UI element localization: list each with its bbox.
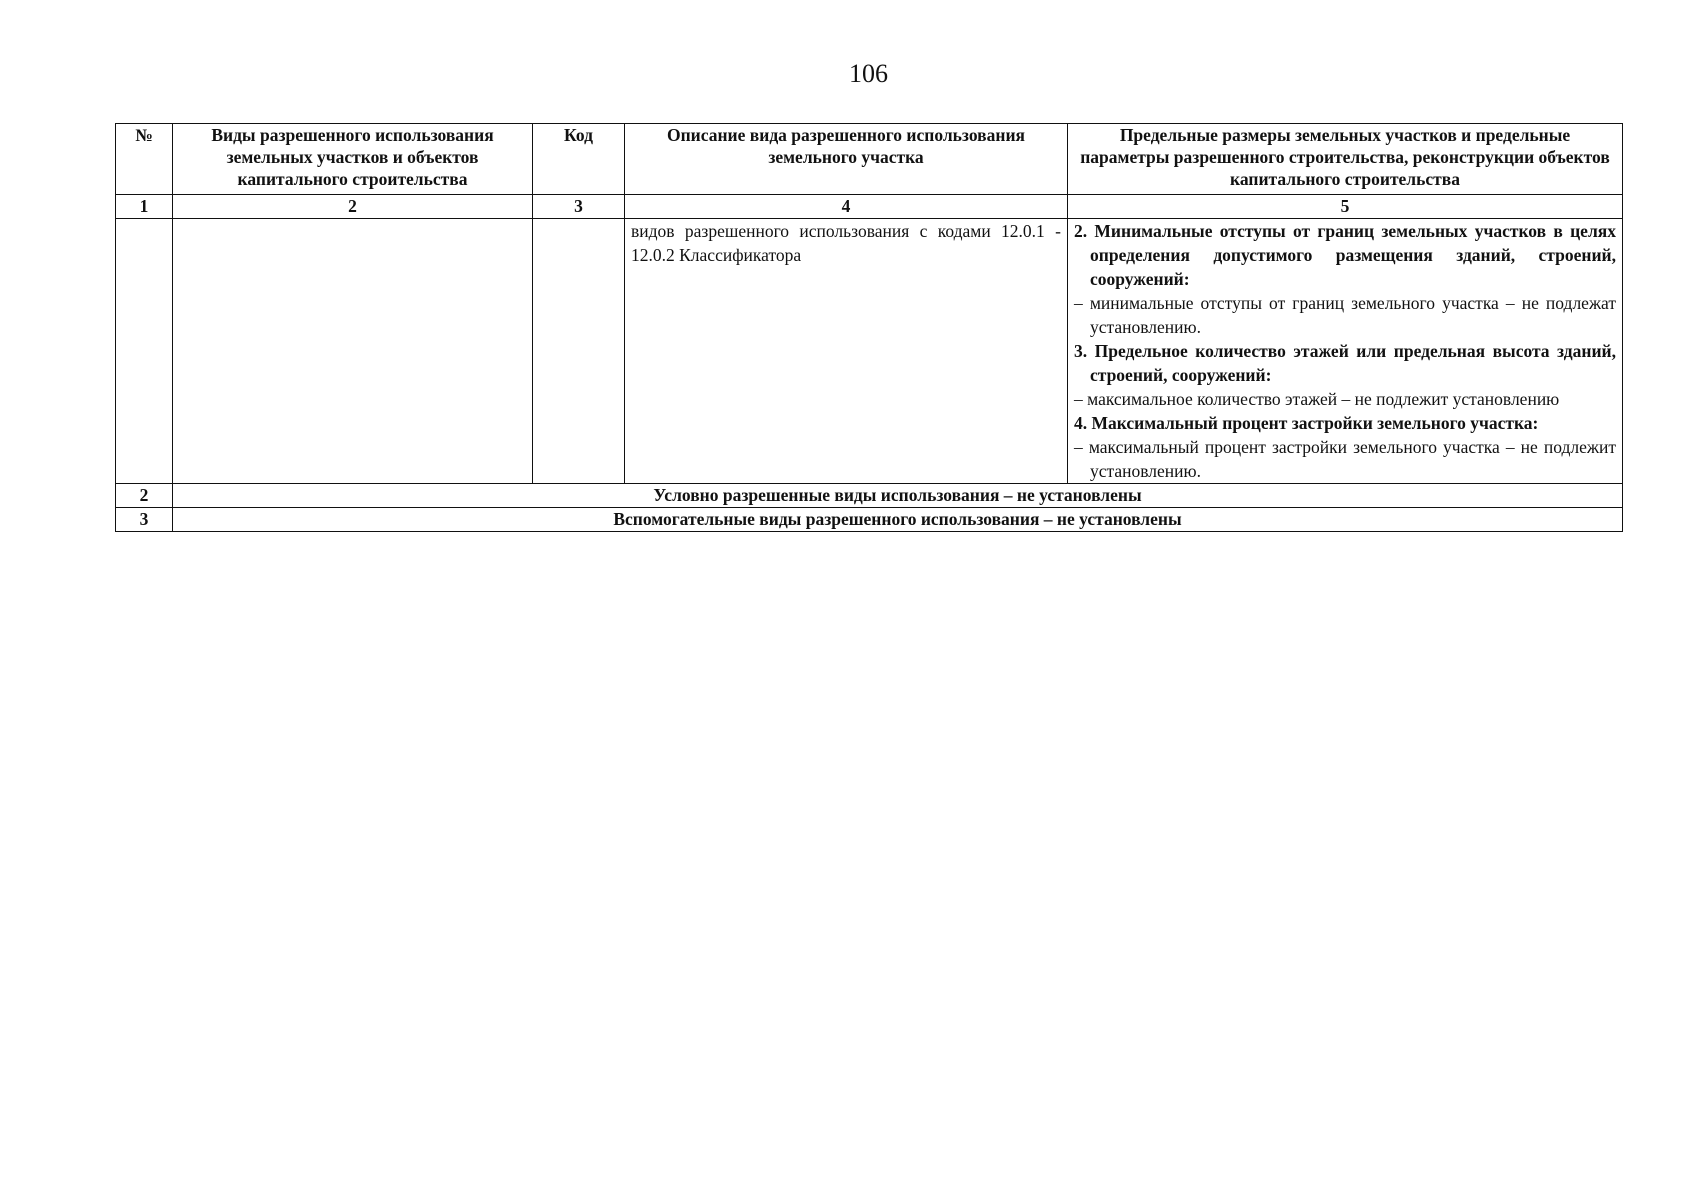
page-number: 106 [849, 59, 888, 88]
param-value: – максимальное количество этажей – не подлежит установлению [1074, 389, 1560, 409]
land-use-table [115, 123, 1623, 532]
column-number: 5 [1068, 195, 1623, 219]
header-description: Описание вида разрешенного использования земельного участка [625, 124, 1068, 195]
span-cell: Условно разрешенные виды использования – не установлены [173, 484, 1623, 508]
param-heading: 3. Предельное количество этажей или предельная высота зданий, строений, сооружений: [1074, 341, 1616, 385]
cell-types [173, 219, 533, 484]
cell-no: 3 [116, 508, 173, 532]
param-value: – максимальный процент застройки земельного участка – не подлежит установлению. [1074, 437, 1616, 481]
cell-no: 2 [116, 484, 173, 508]
table-row [116, 484, 1623, 508]
column-number: 2 [173, 195, 533, 219]
column-number: 4 [625, 195, 1068, 219]
param-heading: 2. Минимальные отступы от границ земельных участков в целях определения допустимого размещения зданий, строений, сооружений: [1074, 221, 1616, 289]
header-no: № [116, 124, 173, 195]
header-code: Код [533, 124, 625, 195]
column-number-row [116, 195, 1623, 219]
cell-no [116, 219, 173, 484]
param-value: – минимальные отступы от границ земельного участка – не подлежат установлению. [1074, 293, 1616, 337]
column-number: 1 [116, 195, 173, 219]
header-types: Виды разрешенного использования земельных участков и объектов капитального строительства [173, 124, 533, 195]
cell-description: видов разрешенного использования с кодами 12.0.1 - 12.0.2 Классификатора [625, 219, 1068, 484]
table-row [116, 508, 1623, 532]
header-params: Предельные размеры земельных участков и предельные параметры разрешенного строительства, реконструкции объектов капитального строительства [1068, 124, 1623, 195]
param-heading: 4. Максимальный процент застройки земельного участка: [1074, 413, 1539, 433]
table-row [116, 219, 1623, 484]
cell-code [533, 219, 625, 484]
span-cell: Вспомогательные виды разрешенного использования – не установлены [173, 508, 1623, 532]
cell-params [1068, 219, 1623, 484]
column-number: 3 [533, 195, 625, 219]
header-row [116, 124, 1623, 195]
